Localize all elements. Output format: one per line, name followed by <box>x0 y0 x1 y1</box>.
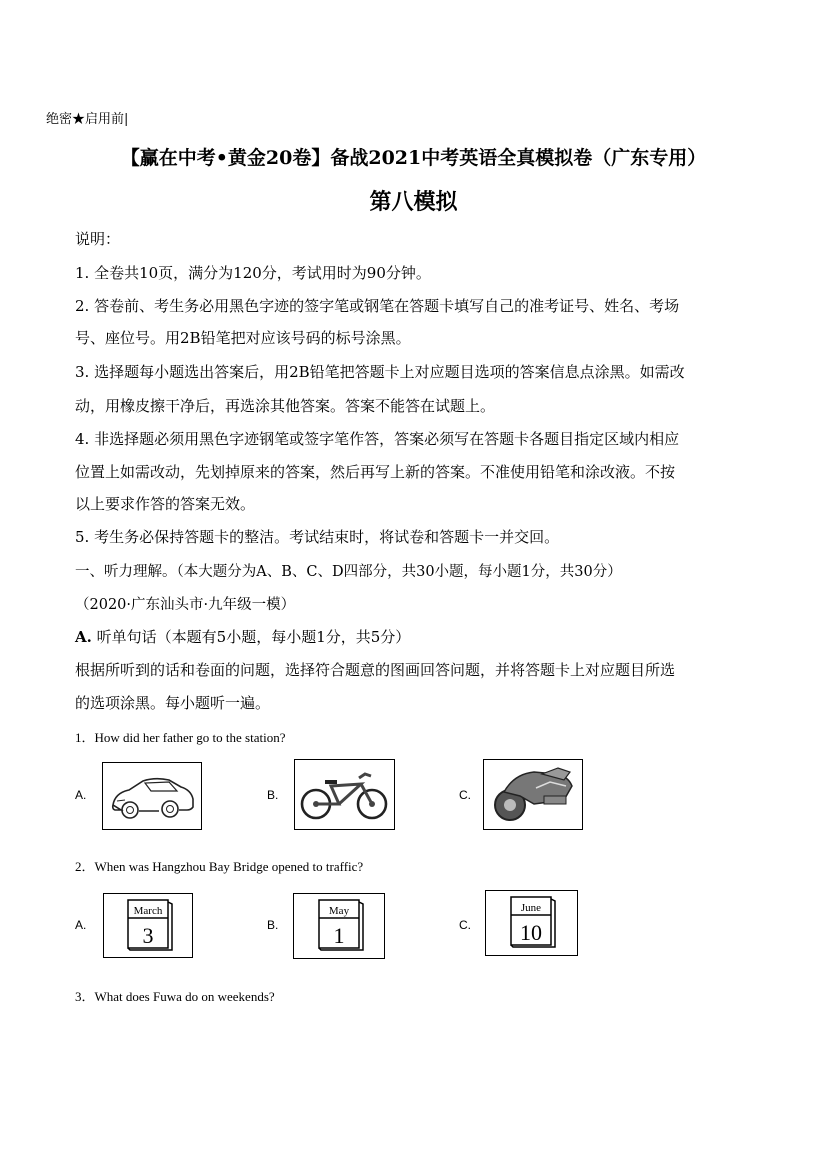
question-3-text: 3．What does Fuwa do on weekends? <box>75 989 275 1004</box>
q2-option-b-label[interactable]: B. <box>267 918 279 932</box>
instruction-item-4-line2: 位置上如需改动，先划掉原来的答案，然后再写上新的答案。不准使用铅笔和涂改液。不按 <box>75 463 676 481</box>
calendar-month-text: June <box>520 902 542 914</box>
calendar-month-text: May <box>328 905 350 917</box>
calendar-day-text: 1 <box>333 923 345 948</box>
part-a-desc-line2: 的选项涂黑。每小题听一遍。 <box>75 694 271 712</box>
motorcycle-icon[interactable] <box>483 759 583 830</box>
calendar-icon[interactable] <box>103 893 193 958</box>
q1-option-c-label[interactable]: C. <box>459 788 471 802</box>
section1-heading: 一、听力理解。（本大题分为A、B、C、D四部分，共30小题，每小题1分，共30分） <box>75 564 622 580</box>
exam-title: 【赢在中考•黄金20卷】备战2021中考英语全真模拟卷（广东专用） <box>120 147 707 169</box>
exam-subtitle: 第八模拟 <box>369 189 458 215</box>
calendar-month-text: March <box>133 905 163 917</box>
part-a-heading <box>75 626 410 647</box>
instruction-item-3-line1: 3. 选择题每小题选出答案后，用2B铅笔把答题卡上对应题目选项的答案信息点涂黑。如需改 <box>75 363 685 381</box>
bicycle-icon[interactable] <box>294 759 395 830</box>
section1-source: （2020·广东汕头市·九年级一模） <box>75 597 296 613</box>
secret-mark: 绝密★启用前| <box>46 112 129 127</box>
q1-option-b-label[interactable]: B. <box>267 788 279 802</box>
calendar-day-text: 3 <box>142 923 154 948</box>
part-a-title: 听单句话（本题有5小题，每小题1分，共5分） <box>96 628 411 646</box>
question-1-text: 1．How did her father go to the station? <box>75 730 286 745</box>
q1-option-a-label[interactable]: A. <box>75 788 87 802</box>
calendar-day-text: 10 <box>520 920 542 945</box>
instruction-item-1: 1. 全卷共10页，满分为120分，考试用时为90分钟。 <box>75 264 431 282</box>
instruction-item-2-line2: 号、座位号。用2B铅笔把对应该号码的标号涂黑。 <box>75 329 411 347</box>
calendar-icon[interactable] <box>485 890 578 956</box>
q2-option-a-label[interactable]: A. <box>75 918 87 932</box>
car-icon[interactable] <box>102 762 202 830</box>
instruction-item-4-line1: 4. 非选择题必须用黑色字迹钢笔或签字笔作答，答案必须写在答题卡各题目指定区域内相应 <box>75 430 680 448</box>
instructions-heading: 说明： <box>75 230 121 248</box>
question-2-text: 2．When was Hangzhou Bay Bridge opened to traffic? <box>75 859 364 874</box>
part-a-label: A. <box>75 628 92 646</box>
instruction-item-5: 5. 考生务必保持答题卡的整洁。考试结束时，将试卷和答题卡一并交回。 <box>75 528 560 546</box>
instruction-item-4-line3: 以上要求作答的答案无效。 <box>75 495 256 513</box>
part-a-desc-line1: 根据所听到的话和卷面的问题，选择符合题意的图画回答问题，并将答题卡上对应题目所选 <box>75 661 676 679</box>
instruction-item-3-line2: 动，用橡皮擦干净后，再选涂其他答案。答案不能答在试题上。 <box>75 397 496 415</box>
instruction-item-2-line1: 2. 答卷前、考生务必用黑色字迹的签字笔或钢笔在答题卡填写自己的准考证号、姓名、考场 <box>75 297 680 315</box>
q2-option-c-label[interactable]: C. <box>459 918 471 932</box>
calendar-icon[interactable] <box>293 893 385 959</box>
